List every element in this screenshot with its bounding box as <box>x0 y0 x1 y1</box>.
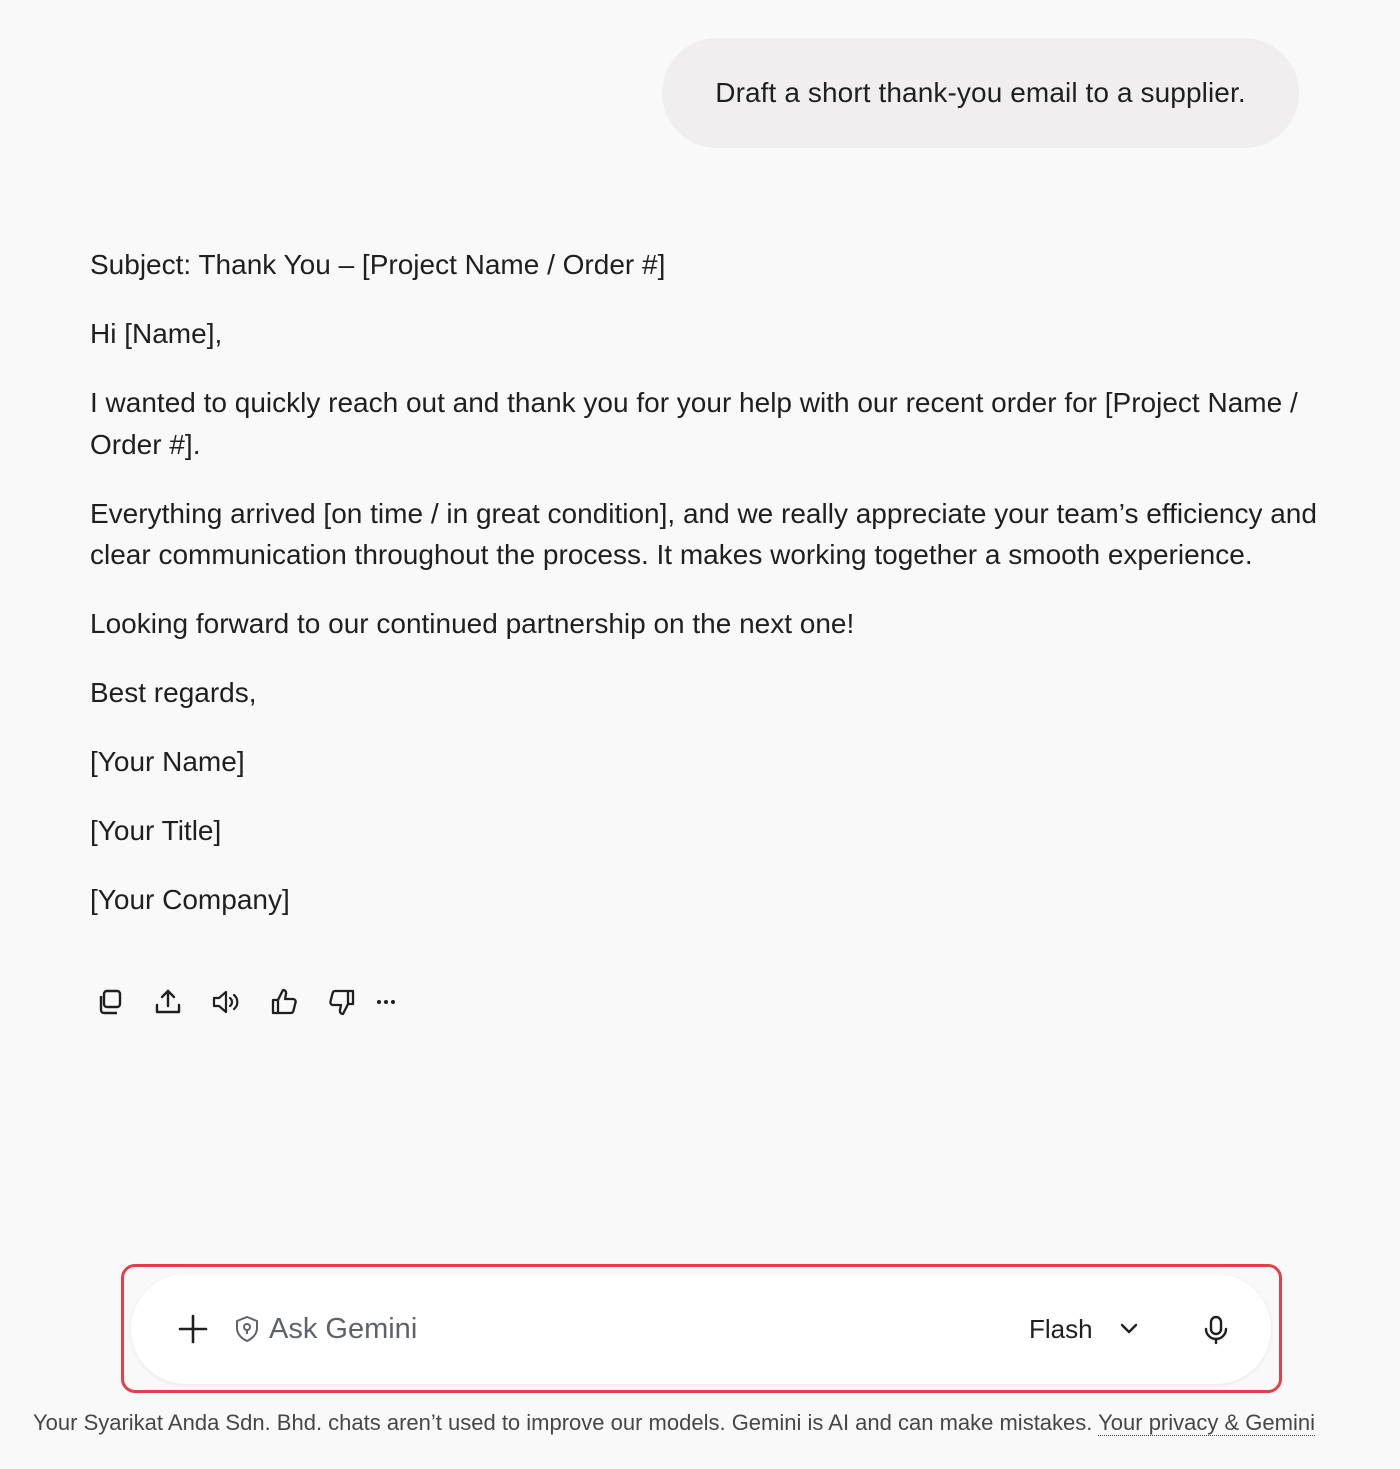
add-attachment-button[interactable] <box>171 1307 215 1351</box>
more-options-icon <box>374 986 398 1018</box>
more-options-button[interactable] <box>374 984 398 1020</box>
response-paragraph: Looking forward to our continued partnership on the next one! <box>90 608 855 639</box>
user-message-text: Draft a short thank-you email to a supplier. <box>715 77 1246 108</box>
response-actions <box>90 984 416 1020</box>
footer-text: Your Syarikat Anda Sdn. Bhd. chats aren’t used to improve our models. Gemini is AI and can make mistakes. <box>33 1410 1093 1435</box>
chevron-down-icon <box>1117 1317 1141 1341</box>
response-signature-company: [Your Company] <box>90 884 290 915</box>
plus-icon <box>177 1313 209 1345</box>
share-button[interactable] <box>148 984 188 1020</box>
shield-icon <box>234 1315 260 1343</box>
thumbs-down-icon <box>326 986 358 1018</box>
microphone-icon <box>1200 1314 1232 1346</box>
response-signoff: Best regards, <box>90 677 257 708</box>
listen-button[interactable] <box>206 984 246 1020</box>
response-signature-title: [Your Title] <box>90 815 222 846</box>
thumbs-up-button[interactable] <box>264 984 304 1020</box>
copy-button[interactable] <box>90 984 130 1020</box>
prompt-input[interactable] <box>269 1304 989 1354</box>
privacy-link[interactable]: Your privacy & Gemini <box>1098 1410 1315 1435</box>
thumbs-up-icon <box>268 986 300 1018</box>
response-subject: Subject: Thank You – [Project Name / Order #] <box>90 249 666 280</box>
share-icon <box>152 986 184 1018</box>
listen-icon <box>210 986 242 1018</box>
response-paragraph: I wanted to quickly reach out and thank you for your help with our recent order for [Project Name / Order #]. <box>90 387 1298 460</box>
thumbs-down-button[interactable] <box>322 984 362 1020</box>
prompt-bar <box>131 1274 1271 1384</box>
assistant-response <box>90 244 1320 921</box>
model-label: Flash <box>1029 1313 1093 1344</box>
footer-disclaimer <box>33 1410 1393 1436</box>
user-message-bubble <box>662 38 1299 148</box>
response-paragraph: Everything arrived [on time / in great condition], and we really appreciate your team’s efficiency and clear communication throughout the process. It makes working together a smooth experience. <box>90 497 1317 570</box>
model-selector[interactable] <box>1029 1304 1141 1354</box>
response-greeting: Hi [Name], <box>90 318 223 349</box>
copy-icon <box>94 986 126 1018</box>
response-signature-name: [Your Name] <box>90 746 245 777</box>
microphone-button[interactable] <box>1195 1309 1237 1351</box>
